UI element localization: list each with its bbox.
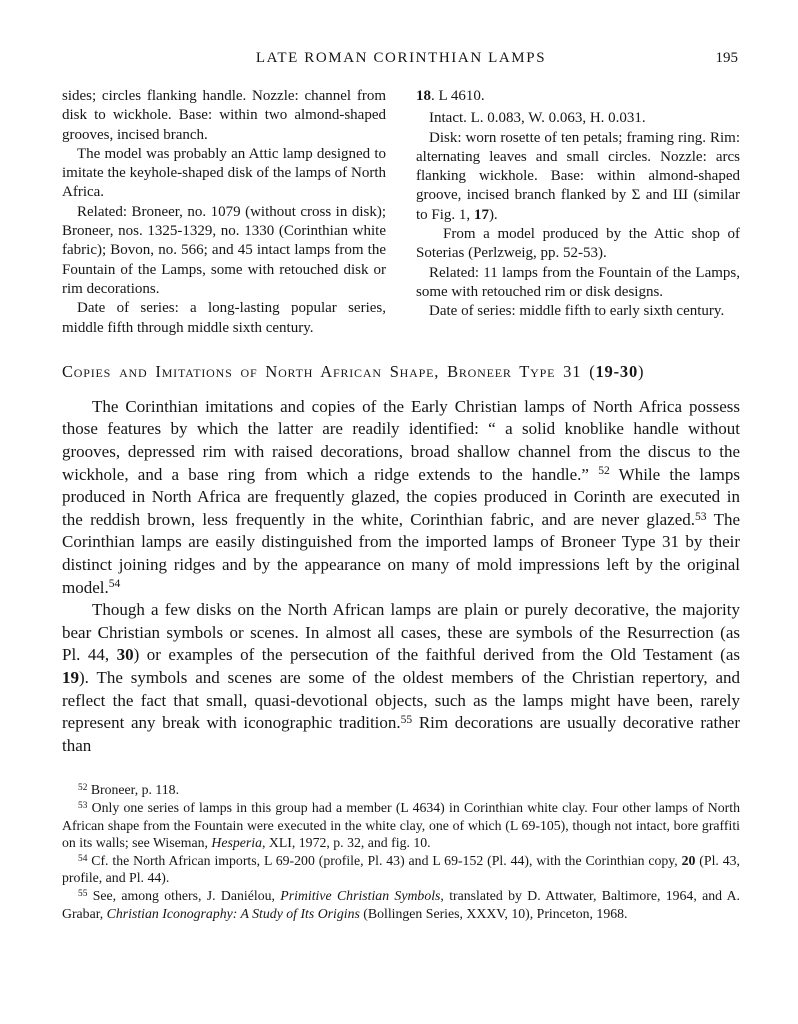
catalog-paragraph: Date of series: middle fifth to early sixth century. <box>429 303 725 320</box>
page-header <box>62 50 740 67</box>
catalog-paragraph: Disk: worn rosette of ten petals; framing ring. Rim: alternating leaves and small circles. Nozzle: arcs flanking wickhole. Base: within almond-shaped groove, incised branch flanked by Σ and Ш (similar to Fig. 1, 17). <box>416 129 740 223</box>
catalog-columns <box>62 87 740 338</box>
footnote: $^{55}$ See, among others, J. Daniélou, Primitive Christian Symbols, translated by D. Attwater, Baltimore, 1964, and A. Grabar, Christian Iconography: A Study of Its Origins (Bollingen Series, XXXV, 10), Princeton, 1968. <box>62 887 740 921</box>
catalog-paragraph: Related: Broneer, no. 1079 (without cross in disk); Broneer, nos. 1325-1329, no. 1330 (Corinthian white fabric); Bovon, no. 566; and 45 intact lamps from the Fountain of the Lamps, some with retouched disk or rim decorations. <box>62 203 386 297</box>
body-paragraph: The Corinthian imitations and copies of the Early Christian lamps of North Africa possess those features by which the latter are readily identified: “ a solid knoblike handle without grooves, depressed rim with raised decorations, broad shallow channel from the discus to the wickhole, and a base ring from which a ridge extends to the handle.” $^{52}$ While the lamps produced in North Africa are frequently glazed, the copies produced in Corinth are executed in the reddish brown, less frequently in the white, Corinthian fabric, and are never glazed.$^{53}$ The Corinthian lamps are easily distinguished from the imported lamps of Broneer Type 31 by their distinct joining ridges and by the appearance on many of mold impressions left by the original model.$^{54}$ <box>62 396 740 597</box>
page-number: 195 <box>715 50 738 66</box>
catalog-paragraph: The model was probably an Attic lamp designed to imitate the keyhole-shaped disk of the lamps of North Africa. <box>62 145 386 201</box>
catalog-paragraph: Date of series: a long-lasting popular series, middle fifth through middle sixth century. <box>62 300 386 336</box>
footnotes-section <box>62 781 740 922</box>
body-paragraph: Though a few disks on the North African lamps are plain or purely decorative, the majority bear Christian symbols or scenes. In almost all cases, these are symbols of the Resurrection (as Pl. 44, 30) or examples of the persecution of the faithful derived from the Old Testament (as 19). The symbols and scenes are some of the oldest members of the Christian repertory, and reflect the fact that small, quasi-devotional objects, such as the lamps might have been, rarely represent any break with iconographic tradition.$^{55}$ Rim decorations are usually decorative rather than <box>62 600 740 755</box>
footnote: $^{54}$ Cf. the North African imports, L 69-200 (profile, Pl. 43) and L 69-152 (Pl. 44), with the Corinthian copy, 20 (Pl. 43, profile, and Pl. 44). <box>62 852 740 886</box>
catalog-paragraph: sides; circles flanking handle. Nozzle: channel from disk to wickhole. Base: within two almond-shaped grooves, incised branch. <box>62 88 386 143</box>
footnote: $^{53}$ Only one series of lamps in this group had a member (L 4634) in Corinthian white clay. Four other lamps of North African shape from the Fountain were executed in the white clay, one of which (L 69-105), though not intact, bore graffiti on its walls; see Wiseman, Hesperia, XLI, 1972, p. 32, and fig. 10. <box>62 799 740 851</box>
running-title: LATE ROMAN CORINTHIAN LAMPS <box>255 50 547 66</box>
section-heading: Copies and Imitations of North African Shape, Broneer Type 31 (19-30) <box>62 361 645 381</box>
catalog-entry-heading: 18. L 4610. <box>416 88 485 104</box>
catalog-paragraph: From a model produced by the Attic shop of Soterias (Perlzweig, pp. 52-53). <box>416 226 740 262</box>
catalog-column-left <box>62 87 386 338</box>
catalog-paragraph: Intact. L. 0.083, W. 0.063, H. 0.031. <box>429 110 646 127</box>
catalog-paragraph: Related: 11 lamps from the Fountain of the Lamps, some with retouched rim or disk designs. <box>416 264 740 300</box>
catalog-column-right <box>416 87 740 338</box>
footnote: $^{52}$ Broneer, p. 118. <box>78 782 180 798</box>
